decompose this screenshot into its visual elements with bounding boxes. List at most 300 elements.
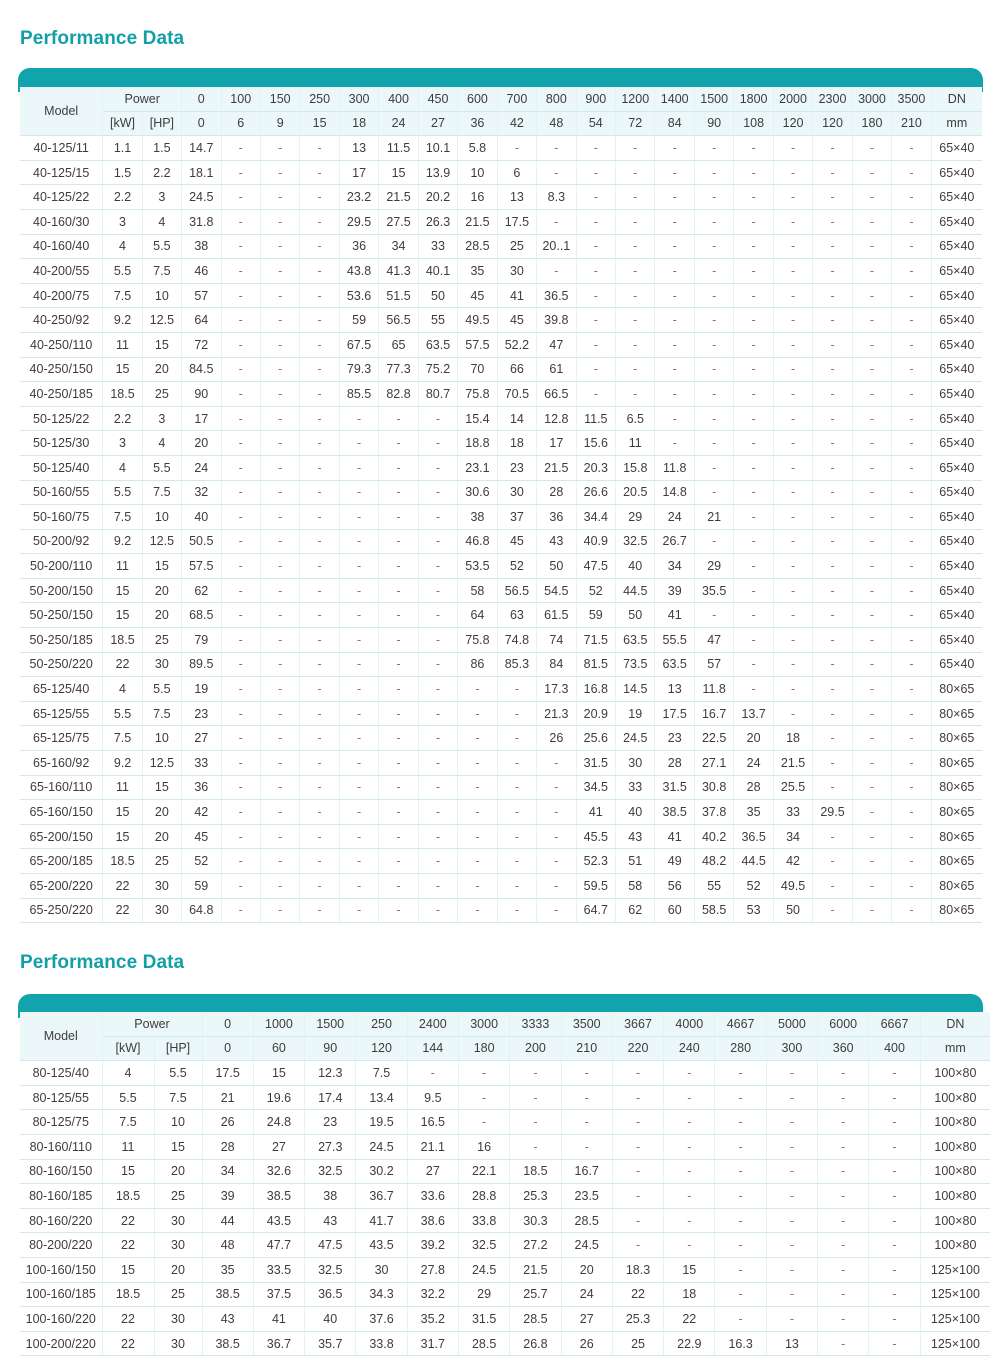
head-value-cell: - xyxy=(892,874,931,899)
head-value-cell: - xyxy=(612,1159,663,1184)
head-value-cell: - xyxy=(852,652,891,677)
flow-unit-cell: 6 xyxy=(221,111,260,136)
head-value-cell: - xyxy=(300,701,339,726)
head-value-cell: - xyxy=(734,234,773,259)
dn-column-header: DN xyxy=(920,1012,990,1036)
head-value-cell: 57 xyxy=(694,652,733,677)
head-value-cell: - xyxy=(379,726,418,751)
head-value-cell: - xyxy=(655,382,694,407)
model-cell: 65-200/150 xyxy=(20,824,103,849)
head-value-cell: - xyxy=(892,529,931,554)
head-value-cell: - xyxy=(458,701,497,726)
model-column-header: Model xyxy=(20,1012,102,1061)
head-value-cell: - xyxy=(694,529,733,554)
head-value-cell: - xyxy=(852,824,891,849)
head-value-cell: - xyxy=(260,775,299,800)
head-value-cell: - xyxy=(300,874,339,899)
flow-header-cell: 0 xyxy=(182,87,221,111)
head-value-cell: - xyxy=(734,431,773,456)
model-cell: 80-160/110 xyxy=(20,1134,102,1159)
head-value-cell: 13 xyxy=(497,185,536,210)
head-value-cell: - xyxy=(300,480,339,505)
head-value-cell: - xyxy=(300,849,339,874)
flow-unit-cell: 360 xyxy=(818,1036,869,1061)
head-value-cell: - xyxy=(260,849,299,874)
head-value-cell: 38 xyxy=(305,1184,356,1209)
head-value-cell: - xyxy=(715,1282,766,1307)
head-value-cell: - xyxy=(734,628,773,653)
head-value-cell: - xyxy=(773,185,812,210)
head-value-cell: 63.5 xyxy=(616,628,655,653)
head-value-cell: - xyxy=(612,1184,663,1209)
head-value-cell: - xyxy=(221,185,260,210)
table-row xyxy=(20,898,982,923)
dn-cell: 65×40 xyxy=(931,578,982,603)
model-cell: 65-125/75 xyxy=(20,726,103,751)
head-value-cell: 90 xyxy=(182,382,221,407)
head-value-cell: - xyxy=(694,382,733,407)
head-value-cell: 25 xyxy=(497,234,536,259)
head-value-cell: 40.2 xyxy=(694,824,733,849)
head-value-cell: 20.9 xyxy=(576,701,615,726)
table-row xyxy=(20,652,982,677)
head-value-cell: 6 xyxy=(497,160,536,185)
head-value-cell: - xyxy=(458,1085,509,1110)
head-value-cell: - xyxy=(694,603,733,628)
head-value-cell: 57.5 xyxy=(182,554,221,579)
head-value-cell: 74 xyxy=(537,628,576,653)
section-title: Performance Data xyxy=(20,952,185,973)
head-value-cell: - xyxy=(813,652,852,677)
head-value-cell: - xyxy=(852,185,891,210)
head-value-cell: 41.7 xyxy=(356,1208,407,1233)
head-value-cell: - xyxy=(715,1134,766,1159)
head-value-cell: - xyxy=(612,1134,663,1159)
dn-cell: 65×40 xyxy=(931,357,982,382)
power-hp-cell: 25 xyxy=(154,1282,202,1307)
head-value-cell: - xyxy=(221,382,260,407)
dn-cell: 65×40 xyxy=(931,628,982,653)
head-value-cell: - xyxy=(300,898,339,923)
head-value-cell: - xyxy=(734,480,773,505)
head-value-cell: 28.8 xyxy=(458,1184,509,1209)
head-value-cell: 21 xyxy=(694,505,733,530)
head-value-cell: 18 xyxy=(497,431,536,456)
head-value-cell: - xyxy=(852,628,891,653)
power-hp-cell: 20 xyxy=(142,357,181,382)
head-value-cell: 18.3 xyxy=(612,1257,663,1282)
head-value-cell: - xyxy=(852,554,891,579)
head-value-cell: - xyxy=(339,800,378,825)
head-value-cell: 26.3 xyxy=(418,209,457,234)
model-cell: 50-125/40 xyxy=(20,455,103,480)
flow-unit-cell: 0 xyxy=(202,1036,253,1061)
head-value-cell: 20.3 xyxy=(576,455,615,480)
head-value-cell: - xyxy=(773,332,812,357)
head-value-cell: - xyxy=(221,480,260,505)
head-value-cell: - xyxy=(221,652,260,677)
dn-cell: 65×40 xyxy=(931,332,982,357)
flow-header-cell: 3667 xyxy=(612,1012,663,1036)
head-value-cell: 23 xyxy=(497,455,536,480)
head-value-cell: - xyxy=(852,751,891,776)
head-value-cell: 16.7 xyxy=(694,701,733,726)
head-value-cell: - xyxy=(300,726,339,751)
head-value-cell: - xyxy=(260,751,299,776)
head-value-cell: - xyxy=(497,849,536,874)
head-value-cell: - xyxy=(497,677,536,702)
head-value-cell: 33 xyxy=(616,775,655,800)
dn-cell: 65×40 xyxy=(931,209,982,234)
head-value-cell: - xyxy=(379,898,418,923)
power-kw-cell: 15 xyxy=(103,603,142,628)
head-value-cell: 32.5 xyxy=(616,529,655,554)
head-value-cell: - xyxy=(510,1061,561,1086)
head-value-cell: - xyxy=(418,628,457,653)
head-value-cell: - xyxy=(300,283,339,308)
head-value-cell: 11.5 xyxy=(379,136,418,161)
head-value-cell: - xyxy=(818,1159,869,1184)
head-value-cell: - xyxy=(664,1110,715,1135)
head-value-cell: - xyxy=(221,357,260,382)
table-row xyxy=(20,1282,990,1307)
head-value-cell: - xyxy=(694,480,733,505)
head-value-cell: - xyxy=(655,406,694,431)
head-value-cell: 55 xyxy=(418,308,457,333)
head-value-cell: 36 xyxy=(339,234,378,259)
head-value-cell: - xyxy=(418,652,457,677)
head-value-cell: - xyxy=(458,726,497,751)
power-kw-cell: 22 xyxy=(102,1331,154,1356)
head-value-cell: 31.5 xyxy=(655,775,694,800)
model-cell: 40-250/92 xyxy=(20,308,103,333)
head-value-cell: 16.3 xyxy=(715,1331,766,1356)
head-value-cell: - xyxy=(418,406,457,431)
model-cell: 50-160/55 xyxy=(20,480,103,505)
head-value-cell: 29.5 xyxy=(339,209,378,234)
model-cell: 50-200/92 xyxy=(20,529,103,554)
head-value-cell: 50 xyxy=(616,603,655,628)
head-value-cell: 7.5 xyxy=(356,1061,407,1086)
head-value-cell: - xyxy=(418,554,457,579)
head-value-cell: 14.8 xyxy=(655,480,694,505)
head-value-cell: 65 xyxy=(379,332,418,357)
model-cell: 40-250/110 xyxy=(20,332,103,357)
flow-header-cell: 1000 xyxy=(253,1012,304,1036)
flow-header-cell: 400 xyxy=(379,87,418,111)
head-value-cell: - xyxy=(221,505,260,530)
head-value-cell: - xyxy=(379,628,418,653)
head-value-cell: - xyxy=(300,677,339,702)
head-value-cell: 26.6 xyxy=(576,480,615,505)
power-hp-cell: 30 xyxy=(154,1307,202,1332)
head-value-cell: - xyxy=(664,1134,715,1159)
head-value-cell: - xyxy=(537,209,576,234)
head-value-cell: - xyxy=(773,234,812,259)
head-value-cell: 35.7 xyxy=(305,1331,356,1356)
flow-unit-cell: 18 xyxy=(339,111,378,136)
head-value-cell: 45.5 xyxy=(576,824,615,849)
head-value-cell: 40 xyxy=(305,1307,356,1332)
head-value-cell: - xyxy=(418,677,457,702)
head-value-cell: 48 xyxy=(202,1233,253,1258)
head-value-cell: - xyxy=(734,677,773,702)
flow-unit-cell: 400 xyxy=(869,1036,920,1061)
head-value-cell: 20..1 xyxy=(537,234,576,259)
head-value-cell: - xyxy=(852,234,891,259)
head-value-cell: - xyxy=(221,751,260,776)
head-value-cell: - xyxy=(561,1134,612,1159)
flow-unit-cell: 120 xyxy=(813,111,852,136)
flow-header-cell: 150 xyxy=(260,87,299,111)
head-value-cell: 42 xyxy=(182,800,221,825)
model-cell: 40-125/15 xyxy=(20,160,103,185)
head-value-cell: - xyxy=(655,136,694,161)
head-value-cell: - xyxy=(497,775,536,800)
head-value-cell: 41 xyxy=(253,1307,304,1332)
head-value-cell: - xyxy=(766,1233,817,1258)
head-value-cell: - xyxy=(497,701,536,726)
head-value-cell: 59.5 xyxy=(576,874,615,899)
table-row xyxy=(20,1110,990,1135)
head-value-cell: - xyxy=(260,160,299,185)
head-value-cell: - xyxy=(892,726,931,751)
head-value-cell: 13 xyxy=(655,677,694,702)
power-kw-cell: 5.5 xyxy=(103,701,142,726)
head-value-cell: - xyxy=(715,1085,766,1110)
head-value-cell: - xyxy=(561,1061,612,1086)
head-value-cell: - xyxy=(773,160,812,185)
head-value-cell: - xyxy=(813,382,852,407)
flow-unit-cell: 36 xyxy=(458,111,497,136)
head-value-cell: 59 xyxy=(339,308,378,333)
power-hp-cell: 15 xyxy=(142,775,181,800)
head-value-cell: 75.2 xyxy=(418,357,457,382)
head-value-cell: - xyxy=(773,628,812,653)
head-value-cell: - xyxy=(510,1134,561,1159)
head-value-cell: - xyxy=(818,1134,869,1159)
head-value-cell: - xyxy=(813,898,852,923)
dn-cell: 80×65 xyxy=(931,775,982,800)
head-value-cell: 56 xyxy=(655,874,694,899)
head-value-cell: 18 xyxy=(664,1282,715,1307)
head-value-cell: 64 xyxy=(458,603,497,628)
head-value-cell: 13.7 xyxy=(734,701,773,726)
head-value-cell: - xyxy=(221,874,260,899)
head-value-cell: - xyxy=(852,431,891,456)
head-value-cell: 43.5 xyxy=(356,1233,407,1258)
head-value-cell: 33.8 xyxy=(356,1331,407,1356)
flow-header-cell: 1500 xyxy=(694,87,733,111)
head-value-cell: 41 xyxy=(576,800,615,825)
head-value-cell: - xyxy=(379,824,418,849)
head-value-cell: 47 xyxy=(537,332,576,357)
model-cell: 65-125/55 xyxy=(20,701,103,726)
head-value-cell: - xyxy=(260,554,299,579)
head-value-cell: 43 xyxy=(305,1208,356,1233)
power-kw-cell: 22 xyxy=(102,1233,154,1258)
head-value-cell: - xyxy=(260,382,299,407)
power-hp-cell: 1.5 xyxy=(142,136,181,161)
head-value-cell: - xyxy=(339,505,378,530)
head-value-cell: 40 xyxy=(616,554,655,579)
head-value-cell: 77.3 xyxy=(379,357,418,382)
head-value-cell: 22 xyxy=(664,1307,715,1332)
head-value-cell: - xyxy=(734,603,773,628)
head-value-cell: 30.8 xyxy=(694,775,733,800)
head-value-cell: 56.5 xyxy=(379,308,418,333)
head-value-cell: 28.5 xyxy=(458,1331,509,1356)
head-value-cell: - xyxy=(561,1110,612,1135)
head-value-cell: - xyxy=(260,357,299,382)
head-value-cell: - xyxy=(655,209,694,234)
table-row xyxy=(20,234,982,259)
head-value-cell: - xyxy=(379,554,418,579)
dn-cell: 65×40 xyxy=(931,554,982,579)
head-value-cell: 20.2 xyxy=(418,185,457,210)
head-value-cell: - xyxy=(852,332,891,357)
head-value-cell: 24.5 xyxy=(561,1233,612,1258)
model-cell: 100-200/220 xyxy=(20,1331,102,1356)
head-value-cell: 71.5 xyxy=(576,628,615,653)
hp-unit-header: [HP] xyxy=(142,111,181,136)
model-cell: 40-160/30 xyxy=(20,209,103,234)
head-value-cell: 28.5 xyxy=(561,1208,612,1233)
head-value-cell: - xyxy=(892,357,931,382)
head-value-cell: 13 xyxy=(339,136,378,161)
head-value-cell: 18.1 xyxy=(182,160,221,185)
head-value-cell: 34.3 xyxy=(356,1282,407,1307)
head-value-cell: 31.5 xyxy=(458,1307,509,1332)
head-value-cell: 10.1 xyxy=(418,136,457,161)
head-value-cell: 30 xyxy=(616,751,655,776)
head-value-cell: - xyxy=(379,652,418,677)
head-value-cell: 56.5 xyxy=(497,578,536,603)
head-value-cell: - xyxy=(221,677,260,702)
head-value-cell: - xyxy=(892,775,931,800)
power-kw-cell: 15 xyxy=(103,357,142,382)
power-hp-cell: 20 xyxy=(142,578,181,603)
head-value-cell: 28 xyxy=(537,480,576,505)
model-cell: 80-125/40 xyxy=(20,1061,102,1086)
head-value-cell: - xyxy=(694,332,733,357)
head-value-cell: - xyxy=(497,898,536,923)
power-kw-cell: 15 xyxy=(103,578,142,603)
head-value-cell: 10 xyxy=(458,160,497,185)
head-value-cell: 34 xyxy=(379,234,418,259)
table-row xyxy=(20,1184,990,1209)
head-value-cell: - xyxy=(715,1257,766,1282)
head-value-cell: 16 xyxy=(458,185,497,210)
head-value-cell: 30 xyxy=(356,1257,407,1282)
head-value-cell: - xyxy=(694,455,733,480)
head-value-cell: - xyxy=(221,259,260,284)
head-value-cell: - xyxy=(537,775,576,800)
head-value-cell: 15 xyxy=(664,1257,715,1282)
head-value-cell: - xyxy=(418,701,457,726)
head-value-cell: - xyxy=(773,529,812,554)
power-hp-cell: 30 xyxy=(154,1208,202,1233)
table-row xyxy=(20,382,982,407)
head-value-cell: - xyxy=(300,455,339,480)
dn-cell: 65×40 xyxy=(931,185,982,210)
table-row xyxy=(20,136,982,161)
head-value-cell: - xyxy=(715,1184,766,1209)
head-value-cell: - xyxy=(892,160,931,185)
table-row xyxy=(20,160,982,185)
head-value-cell: - xyxy=(892,185,931,210)
head-value-cell: 46 xyxy=(182,259,221,284)
head-value-cell: - xyxy=(892,308,931,333)
power-hp-cell: 7.5 xyxy=(142,701,181,726)
head-value-cell: 39 xyxy=(202,1184,253,1209)
kw-unit-header: [kW] xyxy=(102,1036,154,1061)
model-cell: 50-250/185 xyxy=(20,628,103,653)
head-value-cell: 11.8 xyxy=(655,455,694,480)
head-value-cell: - xyxy=(379,578,418,603)
head-value-cell: - xyxy=(694,136,733,161)
head-value-cell: - xyxy=(576,332,615,357)
flow-unit-cell: 72 xyxy=(616,111,655,136)
model-cell: 65-200/185 xyxy=(20,849,103,874)
power-kw-cell: 7.5 xyxy=(103,726,142,751)
head-value-cell: 34.5 xyxy=(576,775,615,800)
head-value-cell: - xyxy=(260,628,299,653)
head-value-cell: - xyxy=(869,1134,920,1159)
head-value-cell: - xyxy=(339,628,378,653)
dn-cell: 65×40 xyxy=(931,234,982,259)
head-value-cell: - xyxy=(379,701,418,726)
power-kw-cell: 11 xyxy=(103,332,142,357)
head-value-cell: - xyxy=(892,751,931,776)
head-value-cell: 36.5 xyxy=(305,1282,356,1307)
head-value-cell: - xyxy=(813,259,852,284)
head-value-cell: 17.3 xyxy=(537,677,576,702)
head-value-cell: - xyxy=(260,677,299,702)
head-value-cell: 11.5 xyxy=(576,406,615,431)
table-row xyxy=(20,1208,990,1233)
head-value-cell: - xyxy=(418,529,457,554)
head-value-cell: - xyxy=(339,455,378,480)
head-value-cell: - xyxy=(694,431,733,456)
head-value-cell: - xyxy=(813,849,852,874)
head-value-cell: - xyxy=(576,357,615,382)
head-value-cell: 43 xyxy=(537,529,576,554)
head-value-cell: 25.5 xyxy=(773,775,812,800)
head-value-cell: - xyxy=(734,283,773,308)
head-value-cell: 11.8 xyxy=(694,677,733,702)
head-value-cell: 13.4 xyxy=(356,1085,407,1110)
head-value-cell: 25.6 xyxy=(576,726,615,751)
head-value-cell: - xyxy=(813,726,852,751)
power-kw-cell: 22 xyxy=(103,898,142,923)
dn-cell: 100×80 xyxy=(920,1134,990,1159)
model-cell: 40-250/150 xyxy=(20,357,103,382)
table-row xyxy=(20,726,982,751)
head-value-cell: - xyxy=(497,751,536,776)
head-value-cell: 28.5 xyxy=(510,1307,561,1332)
head-value-cell: - xyxy=(300,357,339,382)
head-value-cell: 32.5 xyxy=(458,1233,509,1258)
head-value-cell: - xyxy=(773,701,812,726)
head-value-cell: 38.5 xyxy=(655,800,694,825)
head-value-cell: 17.5 xyxy=(202,1061,253,1086)
head-value-cell: - xyxy=(813,455,852,480)
head-value-cell: - xyxy=(818,1331,869,1356)
table-row xyxy=(20,1257,990,1282)
head-value-cell: - xyxy=(813,603,852,628)
head-value-cell: 24.8 xyxy=(253,1110,304,1135)
